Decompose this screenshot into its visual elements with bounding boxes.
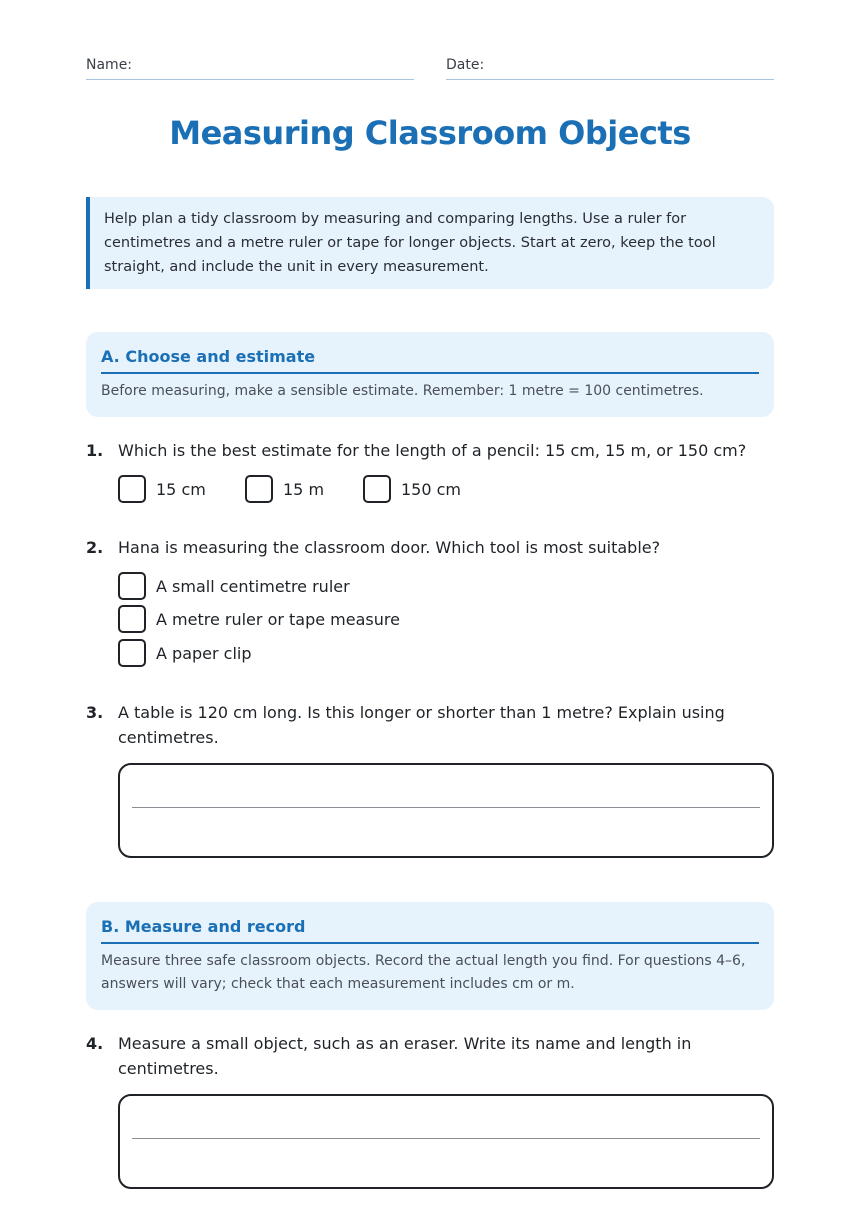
option-label: 150 cm [401,479,462,499]
page-title: Measuring Classroom Objects [169,114,691,152]
option-label: A paper clip [156,643,252,663]
option-label: A small centimetre ruler [156,576,350,596]
answer-line [132,807,760,808]
question-3 [86,700,774,752]
checkbox[interactable] [118,605,146,633]
q2-option-2[interactable] [118,605,400,633]
section-b-description: Measure three safe classroom objects. Record the actual length you find. For questions 4–6, answers will vary; check that each measurement includes cm or m. [101,953,746,992]
question-2 [86,535,774,561]
checkbox[interactable] [118,639,146,667]
question-number: 1. [86,441,104,460]
q2-option-3[interactable] [118,639,252,667]
section-b-title: B. Measure and record [101,917,759,944]
q1-option-3[interactable] [363,475,461,503]
question-1 [86,438,774,464]
question-text: Hana is measuring the classroom door. Which tool is most suitable? [118,538,661,557]
option-label: 15 m [283,479,325,499]
question-text: Which is the best estimate for the length of a pencil: 15 cm, 15 m, or 150 cm? [118,441,747,460]
q1-option-2[interactable] [245,475,324,503]
answer-line [132,1138,760,1139]
name-label: Name: [86,57,133,73]
option-label: A metre ruler or tape measure [156,609,400,629]
date-field[interactable] [446,54,774,80]
checkbox[interactable] [118,572,146,600]
section-a-description: Before measuring, make a sensible estimate. Remember: 1 metre = 100 centimetres. [101,383,704,399]
q1-option-1[interactable] [118,475,206,503]
intro-text: Help plan a tidy classroom by measuring and comparing lengths. Use a ruler for centimetres and a metre ruler or tape for longer objects. Start at zero, keep the tool straight, and include the unit in every measurement. [104,211,716,275]
q3-answer-box[interactable] [118,763,774,858]
section-a-header [86,332,774,417]
checkbox[interactable] [118,475,146,503]
question-4 [86,1031,774,1083]
section-a-title: A. Choose and estimate [101,347,759,374]
question-number: 3. [86,703,104,722]
option-label: 15 cm [156,479,206,499]
question-text: Measure a small object, such as an eraser. Write its name and length in centimetres. [118,1034,692,1078]
section-b-header [86,902,774,1010]
question-text: A table is 120 cm long. Is this longer or shorter than 1 metre? Explain using centimetres. [118,703,725,747]
date-label: Date: [446,57,485,73]
name-field[interactable] [86,54,414,80]
question-number: 2. [86,538,104,557]
q2-option-1[interactable] [118,572,350,600]
intro-box [86,197,774,289]
question-number: 4. [86,1034,104,1053]
checkbox[interactable] [245,475,273,503]
checkbox[interactable] [363,475,391,503]
q4-answer-box[interactable] [118,1094,774,1189]
